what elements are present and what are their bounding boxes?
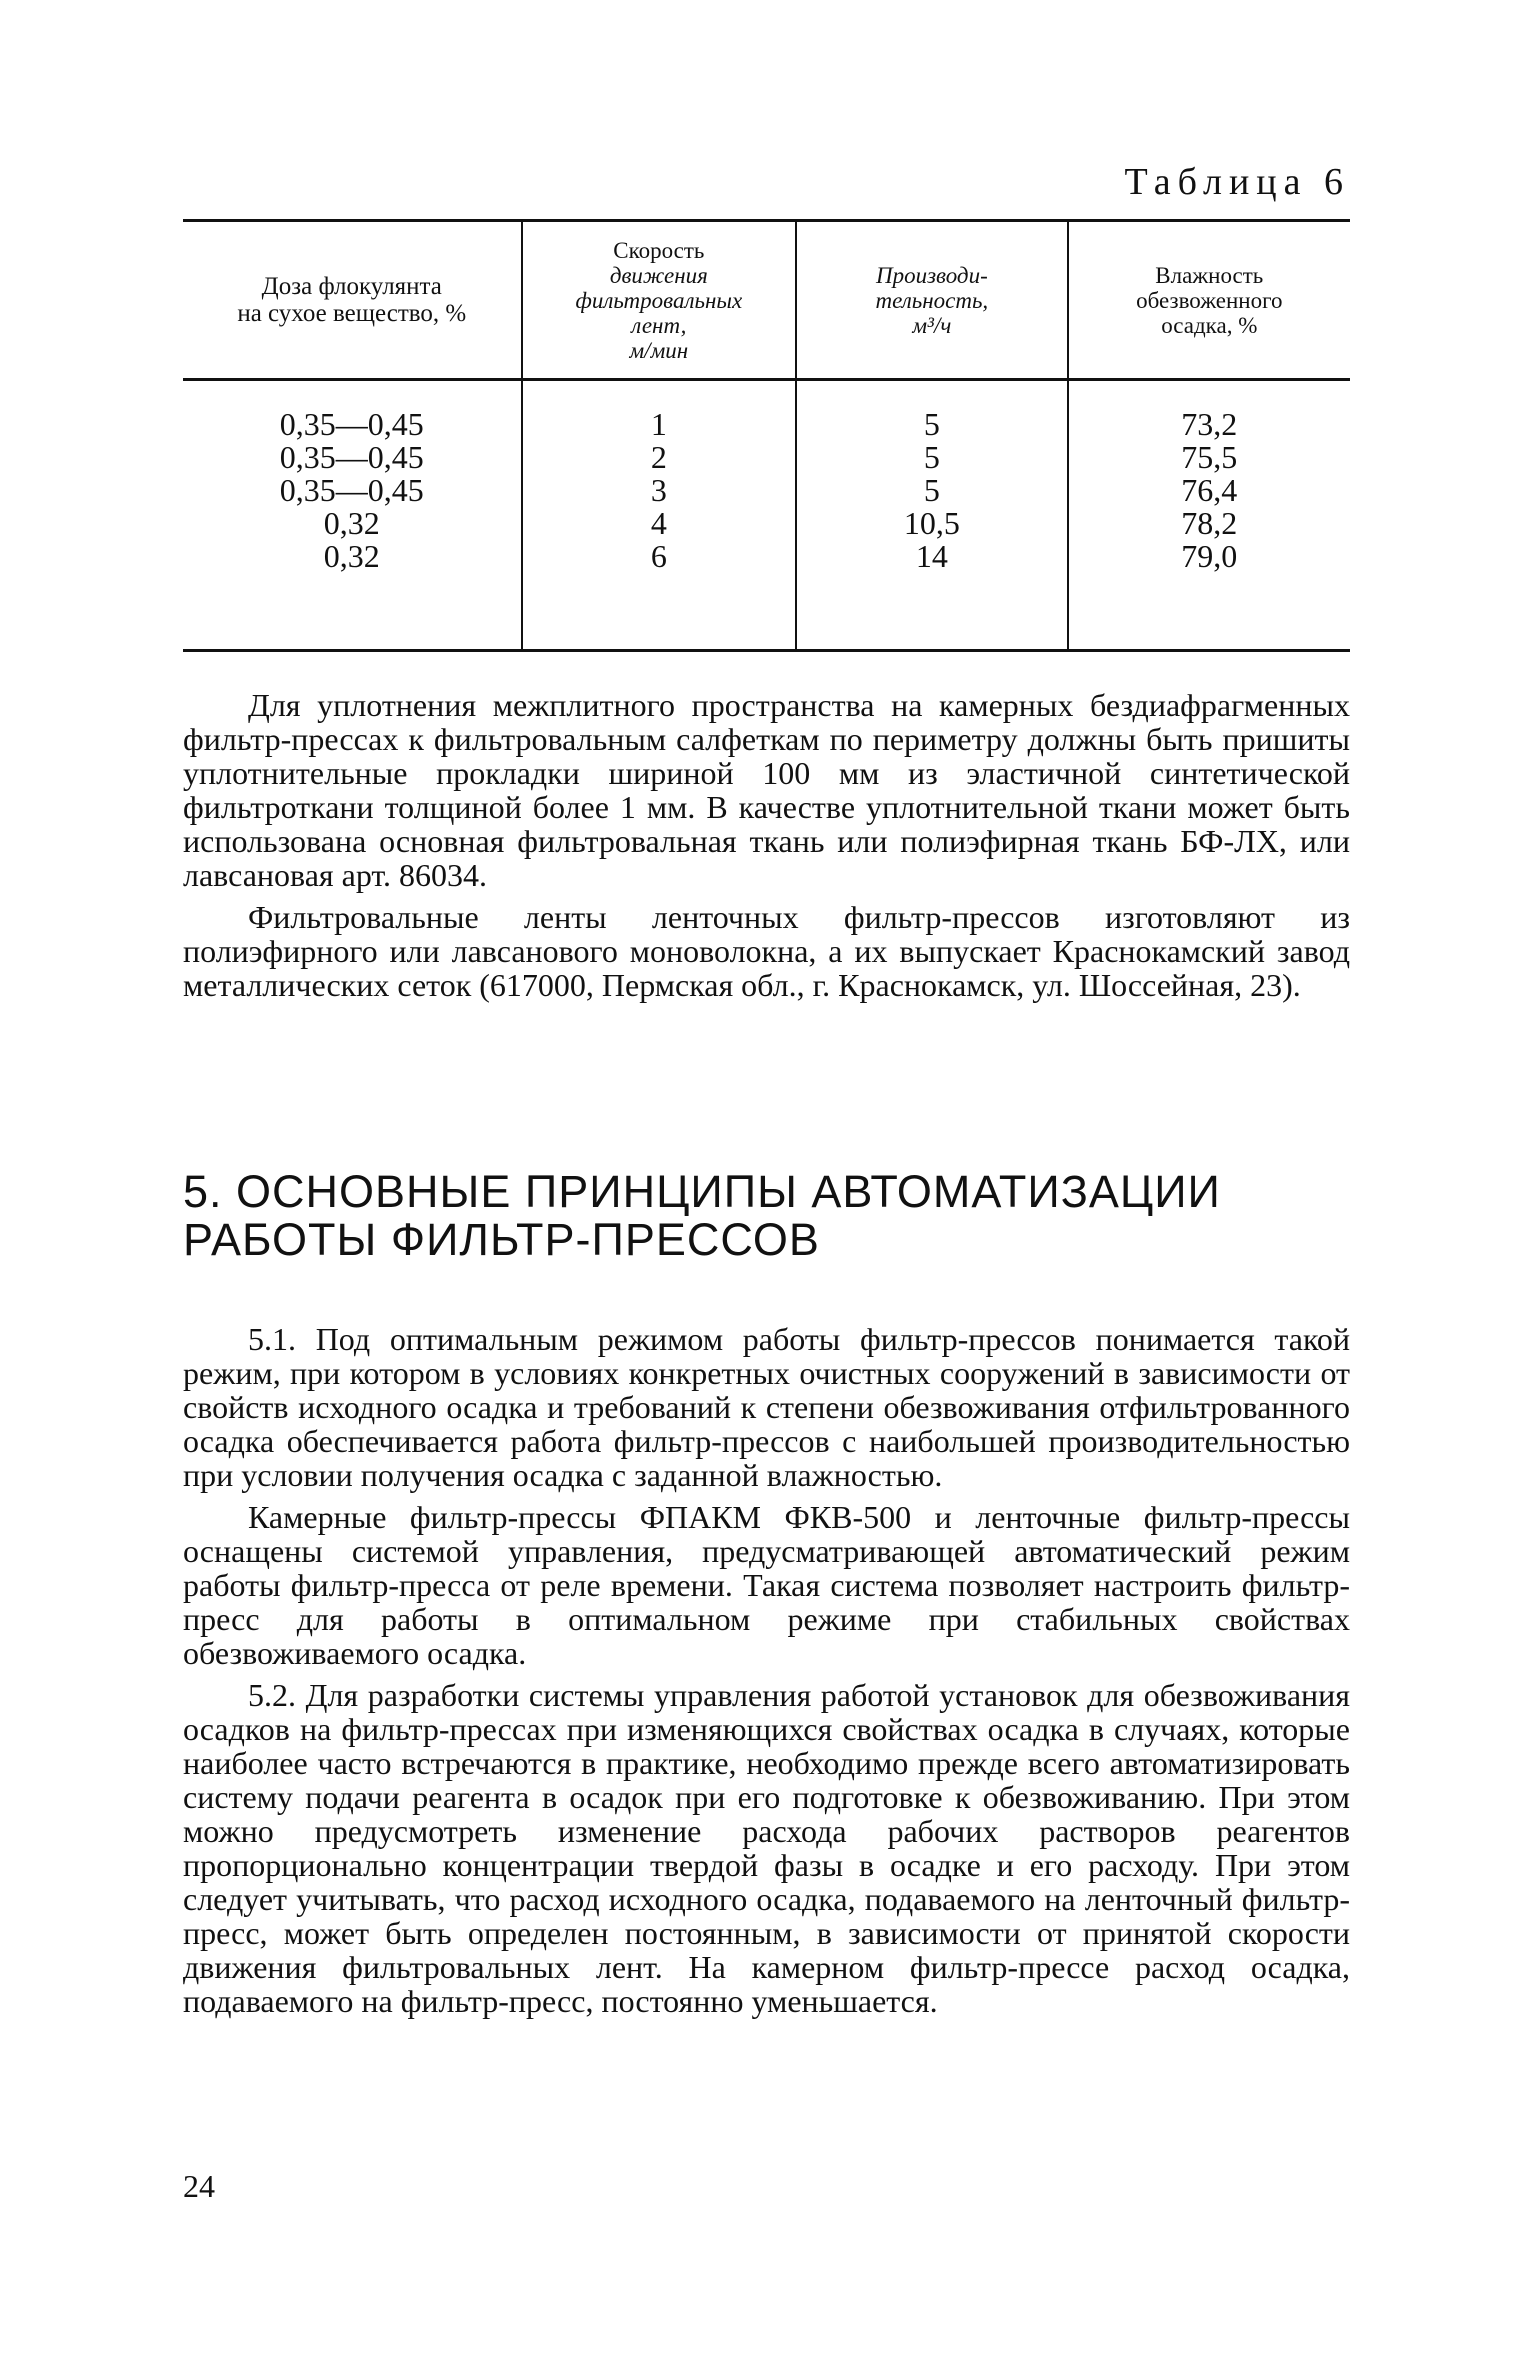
paragraph-5-2: 5.2. Для разработки системы управления работой установок для обезвоживания осадков на фильтр-прессах при изменяющихся свойствах осадка в случаях, которые наиболее часто встречаются в практике, необходимо прежде всего автоматизировать систему подачи реагента в осадок при его подготовке к обезвоживанию. При этом можно предусмотреть изменение расхода рабочих растворов реагентов пропорционально концентрации твердой фазы в осадке и его расходу. При этом следует учитывать, что расход исходного осадка, подаваемого на ленточный фильтр-пресс, может быть определен постоянным, в зависимости от принятой скорости движения фильтровальных лент. На камерном фильтр-прессе расход осадка, подаваемого на фильтр-пресс, постоянно уменьшается. bbox=[183, 1677, 1350, 2019]
table-cell: 78,2 bbox=[1181, 505, 1238, 541]
table-cell: 0,35—0,45 bbox=[279, 439, 424, 475]
page-number: 24 bbox=[183, 2168, 215, 2204]
section-title-line-2: РАБОТЫ ФИЛЬТР-ПРЕССОВ bbox=[183, 1214, 820, 1265]
table-cell: 73,2 bbox=[1181, 406, 1238, 442]
paragraph-sealing-gaskets: Для уплотнения межплитного пространства на камерных бездиафрагменных фильтр-прессах к фильтровальным салфеткам по периметру должны быть пришиты уплотнительные прокладки шириной 100 мм из эластичной синтетической фильтроткани толщиной более 1 мм. В качестве уплотнительной ткани может быть использована основная фильтровальная ткань или полиэфирная ткань БФ-ЛХ, или лавсановая арт. 86034. bbox=[183, 687, 1350, 893]
header-belt-speed: Скорость движения фильтровальных лент, м/мин bbox=[522, 221, 797, 380]
header-cake-moisture: Влажность обезвоженного осадка, % bbox=[1068, 221, 1350, 380]
section-title-line-1: 5. ОСНОВНЫЕ ПРИНЦИПЫ АВТОМАТИЗАЦИИ bbox=[183, 1166, 1221, 1217]
data-table bbox=[183, 219, 1350, 652]
table-cell: 75,5 bbox=[1181, 439, 1238, 475]
paragraph-filter-belts: Фильтровальные ленты ленточных фильтр-прессов изготовляют из полиэфирного или лавсанового моноволокна, а их выпускает Краснокамский завод металлических сеток (617000, Пермская обл., г. Краснокамск, ул. Шоссейная, 23). bbox=[183, 899, 1350, 1003]
paragraph-chamber-presses: Камерные фильтр-прессы ФПАКМ ФКВ-500 и ленточные фильтр-прессы оснащены системой управления, предусматривающей автоматический режим работы фильтр-пресса от реле времени. Такая система позволяет настроить фильтр-пресс для работы в оптимальном режиме при стабильных свойствах обезвоживаемого осадка. bbox=[183, 1499, 1350, 1671]
table-body-row bbox=[183, 380, 1350, 651]
table-cell: 2 bbox=[650, 439, 667, 475]
column-moisture-values bbox=[1068, 380, 1350, 651]
header-flocculant-dose: Доза флокулянта на сухое вещество, % bbox=[183, 221, 522, 380]
table-cell: 5 bbox=[923, 472, 940, 508]
table-cell: 0,35—0,45 bbox=[279, 406, 424, 442]
body-text-section-5 bbox=[183, 1322, 1350, 2026]
table-cell: 1 bbox=[650, 406, 667, 442]
table-cell: 0,32 bbox=[323, 505, 380, 541]
table-cell: 4 bbox=[650, 505, 667, 541]
table-cell: 6 bbox=[650, 538, 667, 574]
section-heading bbox=[183, 1168, 1350, 1264]
table-cell: 79,0 bbox=[1181, 538, 1238, 574]
column-productivity-values bbox=[796, 380, 1067, 651]
table-cell: 14 bbox=[915, 538, 948, 574]
column-speed-values bbox=[522, 380, 797, 651]
table-cell: 76,4 bbox=[1181, 472, 1238, 508]
table-caption: Таблица 6 bbox=[1124, 161, 1350, 203]
table-cell: 5 bbox=[923, 439, 940, 475]
paragraph-5-1: 5.1. Под оптимальным режимом работы фильтр-прессов понимается такой режим, при котором в условиях конкретных очистных сооружений в зависимости от свойств исходного осадка и требований к степени обезвоживания отфильтрованного осадка обеспечивается работа фильтр-прессов с наибольшей производительностью при условии получения осадка с заданной влажностью. bbox=[183, 1321, 1350, 1493]
table-cell: 3 bbox=[650, 472, 667, 508]
header-productivity: Производи- тельность, м³/ч bbox=[796, 221, 1067, 380]
table-cell: 10,5 bbox=[903, 505, 960, 541]
table-header-row bbox=[183, 221, 1350, 380]
column-dose-values bbox=[183, 380, 522, 651]
table-cell: 5 bbox=[923, 406, 940, 442]
table-cell: 0,32 bbox=[323, 538, 380, 574]
table-cell: 0,35—0,45 bbox=[279, 472, 424, 508]
body-text-before-section bbox=[183, 688, 1350, 1010]
